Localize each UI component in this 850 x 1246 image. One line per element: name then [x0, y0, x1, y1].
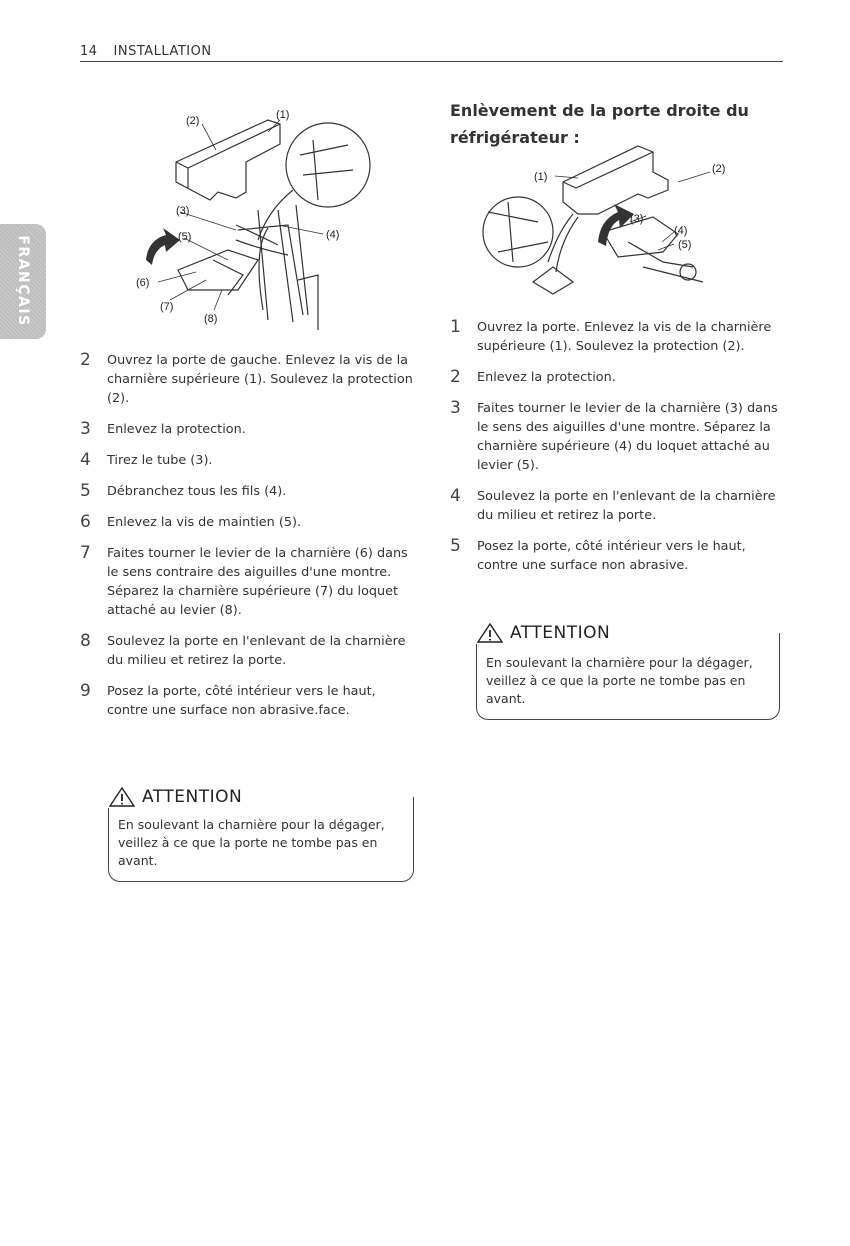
right-door-removal-title: Enlèvement de la porte droite du réfrigérateur : [450, 101, 749, 147]
right-fig-label-2: (2) [712, 163, 726, 175]
step-number: 9 [80, 681, 91, 701]
step-text: Enlevez la vis de maintien (5). [107, 515, 302, 530]
list-item [80, 513, 420, 532]
step-number: 4 [450, 486, 461, 506]
step-text: Faites tourner le levier de la charnière (3) dans le sens des aiguilles d'une montre. Séparez la charnière supérieure (4) du loquet attaché au levier (5). [477, 401, 778, 473]
step-text: Soulevez la porte en l'enlevant de la charnière du milieu et retirez la porte. [107, 634, 406, 668]
attention-box-right [476, 622, 780, 720]
step-number: 3 [80, 419, 91, 439]
left-fig-label-5: (5) [178, 231, 192, 243]
step-number: 6 [80, 512, 91, 532]
list-item [450, 487, 785, 525]
step-text: Posez la porte, côté intérieur vers le haut, contre une surface non abrasive.face. [107, 684, 376, 718]
step-text: Posez la porte, côté intérieur vers le haut, contre une surface non abrasive. [477, 539, 746, 573]
step-text: Faites tourner le levier de la charnière (6) dans le sens contraire des aiguilles d'une montre. Séparez la charnière supérieure (7) du loquet attaché au levier (8). [107, 546, 408, 618]
list-item [450, 399, 785, 475]
list-item [80, 451, 420, 470]
list-item [80, 682, 420, 720]
page-number: 14 [80, 44, 98, 59]
left-fig-label-2: (2) [186, 115, 200, 127]
attention-box-left [108, 786, 414, 882]
warning-triangle-icon [108, 786, 136, 808]
step-number: 4 [80, 450, 91, 470]
step-text: Enlevez la protection. [477, 370, 616, 385]
attention-heading [476, 622, 616, 644]
list-item [80, 544, 420, 620]
right-fig-label-1: (1) [534, 171, 548, 183]
left-steps-list [80, 351, 420, 732]
list-item [450, 318, 785, 356]
list-item [80, 482, 420, 501]
right-steps-list [450, 318, 785, 587]
left-fig-label-8: (8) [204, 313, 218, 325]
left-fig-label-3: (3) [176, 205, 190, 217]
step-text: Enlevez la protection. [107, 422, 246, 437]
step-number: 2 [450, 367, 461, 387]
step-number: 3 [450, 398, 461, 418]
list-item [450, 537, 785, 575]
step-number: 1 [450, 317, 461, 337]
step-text: Soulevez la porte en l'enlevant de la charnière du milieu et retirez la porte. [477, 489, 776, 523]
left-door-hinge-illustration [118, 100, 378, 335]
step-number: 2 [80, 350, 91, 370]
step-number: 7 [80, 543, 91, 563]
left-fig-label-7: (7) [160, 301, 174, 313]
attention-title: ATTENTION [142, 787, 243, 807]
left-fig-label-6: (6) [136, 277, 150, 289]
page-header [80, 44, 783, 62]
list-item [80, 351, 420, 408]
attention-title: ATTENTION [510, 623, 611, 643]
warning-triangle-icon [476, 622, 504, 644]
left-fig-label-4: (4) [326, 229, 340, 241]
attention-text: En soulevant la charnière pour la dégager, veillez à ce que la porte ne tombe pas en avant. [486, 655, 753, 706]
right-fig-label-5: (5) [678, 239, 692, 251]
right-fig-label-4: (4) [674, 225, 688, 237]
left-fig-label-1: (1) [276, 109, 290, 121]
language-label: FRANÇAIS [15, 235, 31, 327]
step-number: 5 [450, 536, 461, 556]
step-number: 8 [80, 631, 91, 651]
step-text: Débranchez tous les fils (4). [107, 484, 287, 499]
list-item [80, 420, 420, 439]
attention-text: En soulevant la charnière pour la dégager, veillez à ce que la porte ne tombe pas en avant. [118, 817, 385, 868]
right-door-hinge-illustration [478, 142, 738, 302]
list-item [450, 368, 785, 387]
step-number: 5 [80, 481, 91, 501]
step-text: Tirez le tube (3). [107, 453, 213, 468]
step-text: Ouvrez la porte de gauche. Enlevez la vis de la charnière supérieure (1). Soulevez la protection (2). [107, 353, 413, 406]
language-side-tab [0, 224, 46, 339]
attention-heading [108, 786, 248, 808]
step-text: Ouvrez la porte. Enlevez la vis de la charnière supérieure (1). Soulevez la protection (2). [477, 320, 772, 354]
right-fig-label-3: (3) [630, 213, 644, 225]
section-title: INSTALLATION [113, 44, 212, 59]
list-item [80, 632, 420, 670]
